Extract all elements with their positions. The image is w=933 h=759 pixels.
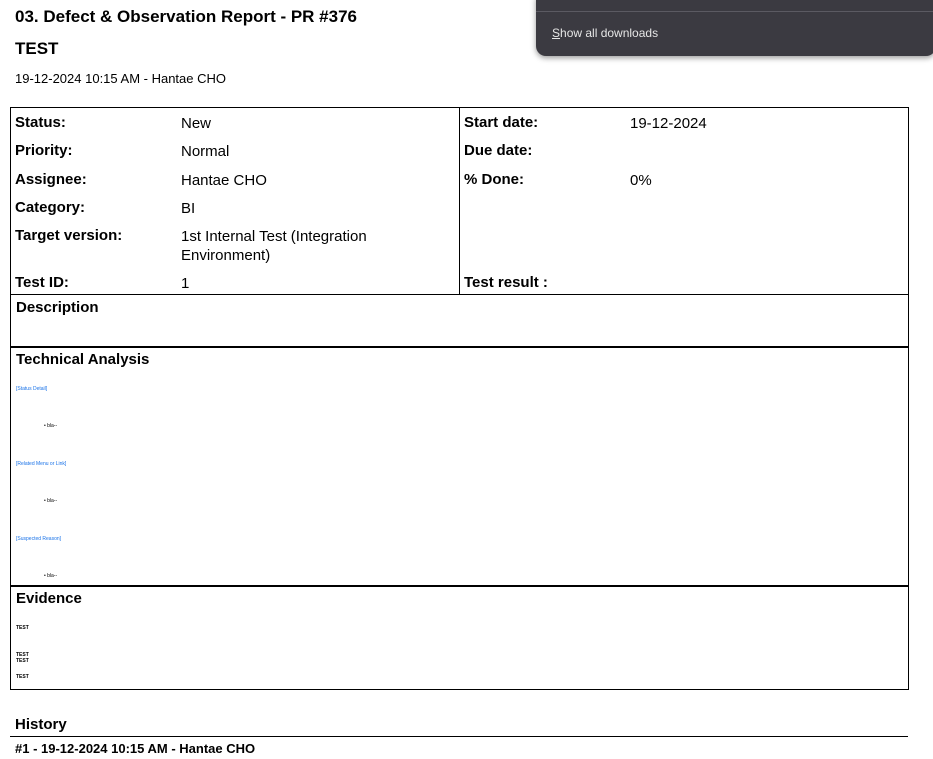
target-version-label: Target version: bbox=[15, 227, 123, 244]
evidence-line: TEST bbox=[16, 674, 29, 680]
status-label: Status: bbox=[15, 114, 66, 131]
downloads-panel bbox=[536, 0, 933, 56]
attributes-table bbox=[10, 107, 909, 295]
evidence-title: Evidence bbox=[16, 590, 82, 607]
downloads-divider bbox=[536, 11, 933, 12]
priority-label: Priority: bbox=[15, 142, 73, 159]
status-detail-heading: [Status Detail] bbox=[16, 386, 48, 392]
list-item: • bla-- bbox=[44, 423, 58, 429]
report-subject: TEST bbox=[15, 39, 59, 58]
assignee-label: Assignee: bbox=[15, 171, 87, 188]
start-date-label: Start date: bbox=[464, 114, 539, 131]
due-date-label: Due date: bbox=[464, 142, 533, 159]
test-id-label: Test ID: bbox=[15, 274, 69, 291]
evidence-line: TEST bbox=[16, 652, 29, 658]
show-all-label: how all downloads bbox=[560, 26, 659, 40]
column-divider bbox=[459, 108, 460, 295]
done-ratio-value: 0% bbox=[630, 172, 652, 189]
done-ratio-label: % Done: bbox=[464, 171, 524, 188]
report-title: 03. Defect & Observation Report - PR #376 bbox=[15, 7, 358, 26]
evidence-section bbox=[10, 585, 909, 690]
test-result-label: Test result : bbox=[464, 274, 548, 291]
status-value: New bbox=[181, 115, 212, 132]
evidence-line: TEST bbox=[16, 658, 29, 664]
show-all-accesskey: S bbox=[552, 26, 561, 40]
suspected-reason-heading: [Suspected Reason] bbox=[16, 536, 62, 542]
history-entry: #1 - 19-12-2024 10:15 AM - Hantae CHO bbox=[15, 741, 256, 756]
related-menu-heading: [Related Menu or Link] bbox=[16, 461, 67, 467]
history-title: History bbox=[15, 716, 67, 733]
test-id-value: 1 bbox=[181, 275, 190, 292]
history-divider bbox=[10, 736, 908, 737]
technical-analysis-section bbox=[10, 346, 909, 587]
assignee-value: Hantae CHO bbox=[181, 172, 267, 189]
target-version-value: 1st Internal Test (Integration Environment) bbox=[181, 228, 367, 264]
evidence-line: TEST bbox=[16, 625, 29, 631]
category-label: Category: bbox=[15, 199, 86, 216]
priority-value: Normal bbox=[181, 143, 230, 160]
description-section bbox=[10, 294, 909, 348]
start-date-value: 19-12-2024 bbox=[630, 115, 707, 132]
show-all-downloads-link[interactable] bbox=[552, 26, 658, 40]
technical-analysis-title: Technical Analysis bbox=[16, 351, 150, 368]
list-item: • bla-- bbox=[44, 498, 58, 504]
category-value: BI bbox=[181, 200, 196, 217]
report-author-line: 19-12-2024 10:15 AM - Hantae CHO bbox=[15, 71, 227, 86]
list-item: • bla-- bbox=[44, 573, 58, 579]
description-title: Description bbox=[16, 299, 99, 316]
